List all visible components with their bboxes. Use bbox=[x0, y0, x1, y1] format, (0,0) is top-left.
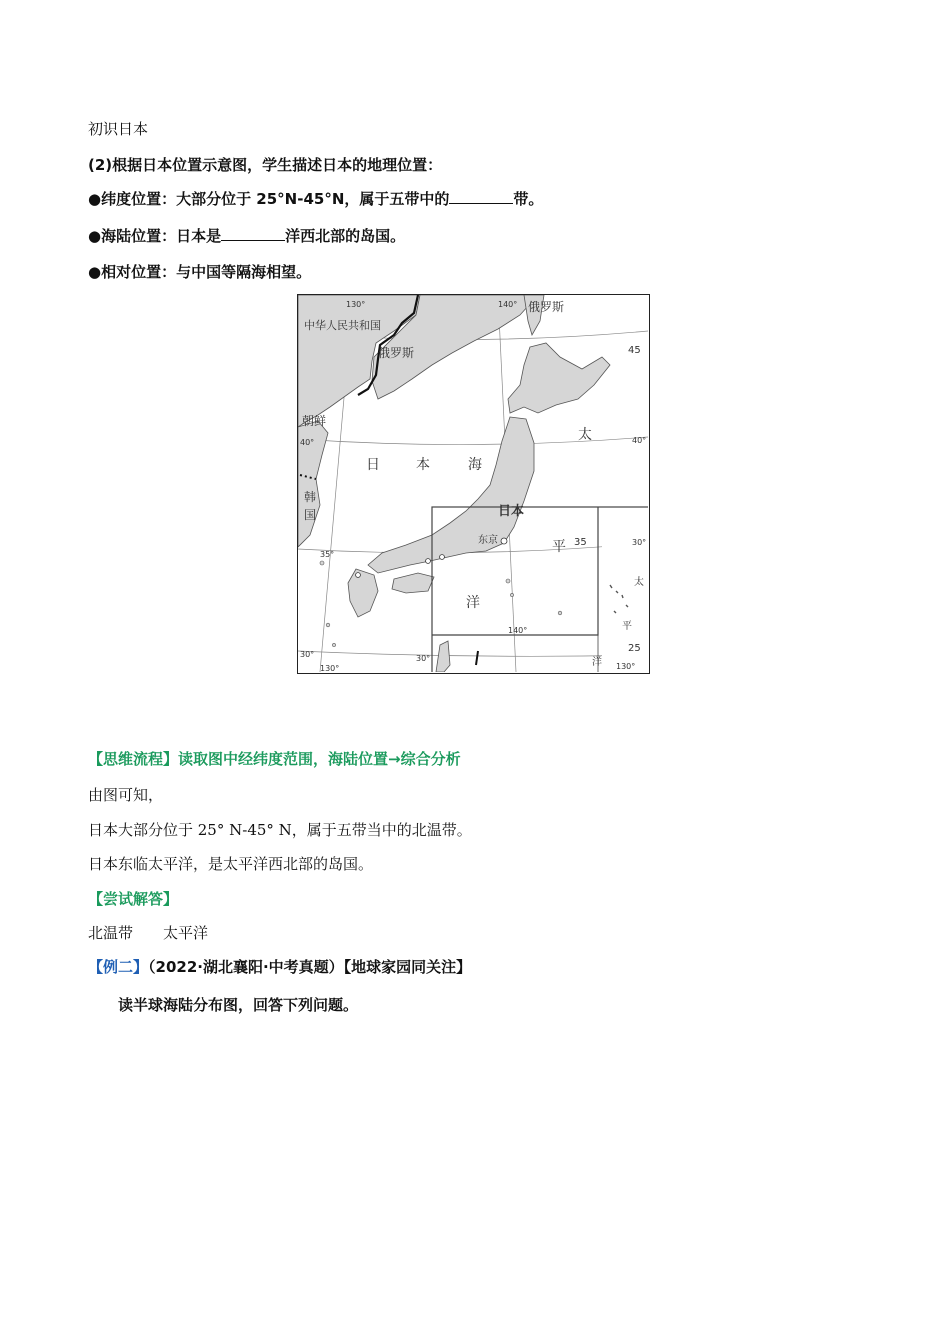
tick-lat40-left: 40° bbox=[300, 438, 315, 447]
bullet-latitude bbox=[88, 188, 543, 209]
island bbox=[332, 643, 335, 646]
bullet-relative-text: ●相对位置：与中国等隔海相望。 bbox=[88, 263, 312, 281]
instruction-text: 读半球海陆分布图，回答下列问题。 bbox=[118, 996, 359, 1014]
bullet-sea-land-suffix: 洋西北部的岛国。 bbox=[285, 227, 406, 245]
label-russia-top: 俄罗斯 bbox=[528, 300, 565, 314]
answer-label: 【尝试解答】 bbox=[88, 890, 179, 908]
izu-island bbox=[510, 593, 513, 596]
label-north-korea: 朝鲜 bbox=[302, 414, 327, 428]
example-label: 【例二】 bbox=[88, 958, 149, 976]
label-pacific-3: 洋 bbox=[466, 595, 480, 611]
island bbox=[558, 611, 562, 615]
honshu-shape bbox=[368, 417, 534, 573]
izu-island bbox=[506, 579, 510, 583]
analysis-line-3: 日本东临太平洋，是太平洋西北部的岛国。 bbox=[88, 855, 374, 873]
bullet-latitude-suffix: 带。 bbox=[513, 190, 544, 208]
analysis-line-1: 由图可知， bbox=[88, 786, 164, 804]
tick-lat35-center: 35 bbox=[574, 537, 587, 548]
label-pacific-1: 太 bbox=[578, 427, 592, 443]
tick-lat45: 45 bbox=[628, 345, 641, 356]
tick-inset-lat25: 25 bbox=[628, 643, 641, 654]
answer-blank[interactable] bbox=[221, 228, 285, 241]
label-russia-mid: 俄罗斯 bbox=[378, 346, 415, 360]
japan-location-map bbox=[297, 294, 650, 674]
label-tokyo: 东京 bbox=[478, 535, 498, 546]
tick-lat30-left: 30° bbox=[300, 650, 315, 659]
tick-lon130-top: 130° bbox=[346, 300, 366, 309]
shikoku-shape bbox=[392, 573, 434, 593]
label-sea-2: 本 bbox=[416, 457, 430, 473]
tokyo-marker bbox=[501, 538, 507, 544]
tick-inset-lon130: 130° bbox=[616, 662, 636, 671]
island bbox=[326, 623, 330, 627]
analysis-line-2: 日本大部分位于 25° N-45° N，属于五带当中的北温带。 bbox=[88, 821, 472, 839]
latitude-30-line bbox=[298, 651, 648, 656]
label-south-korea-1: 韩 bbox=[304, 490, 317, 504]
label-sea-1: 日 bbox=[366, 457, 380, 473]
question-text: (2)根据日本位置示意图，学生描述日本的地理位置： bbox=[88, 156, 443, 174]
label-sea-3: 海 bbox=[468, 457, 482, 473]
tick-inset-lat30: 30° bbox=[632, 538, 647, 547]
bullet-relative bbox=[88, 261, 311, 282]
tick-lat30-mid: 30° bbox=[416, 654, 431, 663]
island bbox=[320, 561, 324, 565]
tick-lon140-bottom: 140° bbox=[508, 626, 528, 635]
label-pacific-2: 平 bbox=[552, 539, 566, 555]
tick-lon130-bottom: 130° bbox=[320, 664, 340, 672]
city-marker bbox=[440, 555, 445, 560]
tick-lat40-right: 40° bbox=[632, 436, 647, 445]
city-marker bbox=[426, 559, 431, 564]
answer-text: 北温带 太平洋 bbox=[88, 924, 209, 942]
kyushu-shape bbox=[348, 569, 378, 617]
label-japan: 日本 bbox=[498, 504, 525, 519]
example-heading bbox=[88, 956, 471, 977]
bullet-sea-land bbox=[88, 225, 405, 246]
thinking-process-label: 【思维流程】读取图中经纬度范围，海陆位置→综合分析 bbox=[88, 750, 461, 768]
label-inset-pacific-2: 平 bbox=[622, 621, 632, 632]
city-marker bbox=[356, 573, 361, 578]
section-heading: 初识日本 bbox=[88, 120, 149, 138]
latitude-40-line bbox=[298, 437, 648, 445]
bullet-sea-land-prefix: ●海陆位置：日本是 bbox=[88, 227, 222, 245]
answer-blank[interactable] bbox=[449, 191, 513, 204]
label-inset-pacific-3: 洋 bbox=[592, 657, 602, 668]
taiwan-shape bbox=[436, 641, 450, 672]
tick-lat35-left: 35° bbox=[320, 550, 335, 559]
bullet-latitude-prefix: ●纬度位置：大部分位于 25°N-45°N，属于五带中的 bbox=[88, 190, 450, 208]
label-south-korea-2: 国 bbox=[304, 508, 317, 522]
label-china: 中华人民共和国 bbox=[304, 319, 381, 332]
label-inset-pacific-1: 太 bbox=[634, 577, 644, 588]
example-source: （2022·湖北襄阳·中考真题）【地球家园同关注】 bbox=[148, 958, 472, 976]
hokkaido-shape bbox=[508, 343, 610, 413]
tick-lon140-top: 140° bbox=[498, 300, 518, 309]
